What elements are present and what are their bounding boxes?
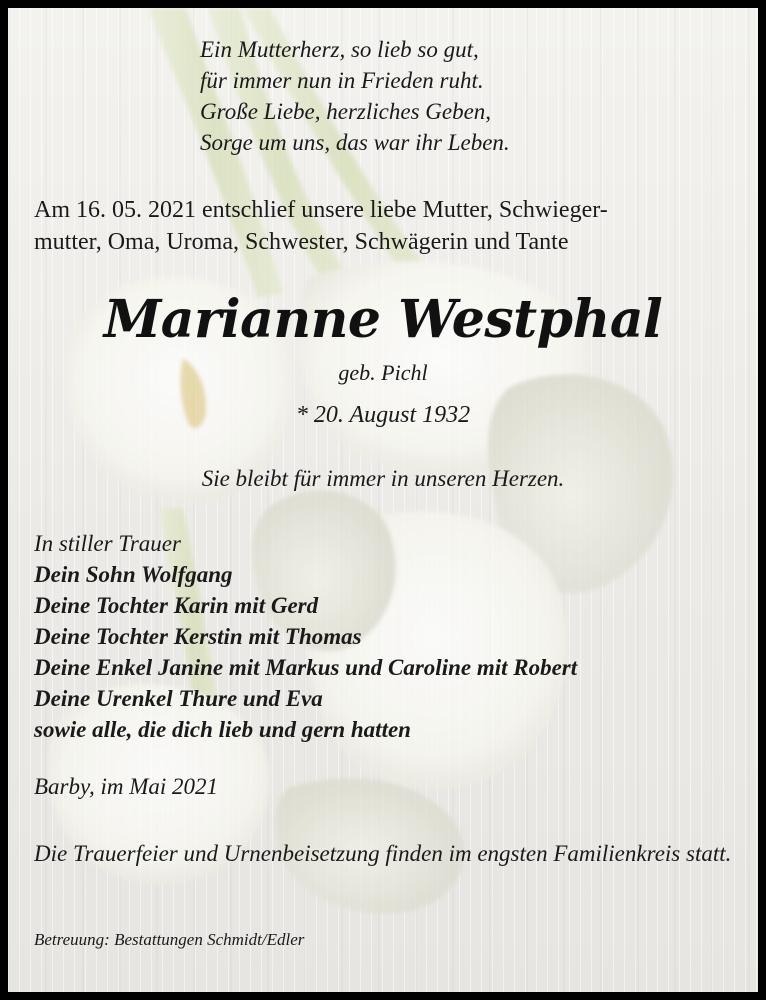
- deceased-name: Marianne Westphal: [103, 289, 663, 350]
- mourner-entry: Dein Sohn Wolfgang: [34, 562, 233, 587]
- birth-name: geb. Pichl: [338, 360, 428, 385]
- place-date: Barby, im Mai 2021: [34, 774, 218, 799]
- memorial-verse: [200, 34, 510, 158]
- mourner-entry: Deine Tochter Karin mit Gerd: [34, 593, 319, 618]
- birth-date: * 20. August 1932: [295, 402, 471, 428]
- mourners-lead: In stiller Trauer: [34, 531, 181, 556]
- mourner-entry: Deine Tochter Kerstin mit Thomas: [34, 624, 362, 649]
- undertaker-credit: Betreuung: Bestattungen Schmidt/Edler: [34, 930, 305, 949]
- obituary-text: [8, 8, 758, 992]
- memorial-motto: Sie bleibt für immer in unseren Herzen.: [201, 466, 565, 491]
- mourner-entry: sowie alle, die dich lieb und gern hatten: [34, 717, 411, 742]
- verse-line: Sorge um uns, das war ihr Leben.: [200, 130, 510, 155]
- verse-line: Große Liebe, herzliches Geben,: [200, 99, 492, 124]
- obituary-card: [8, 8, 758, 992]
- death-announcement: [34, 194, 734, 258]
- verse-line: für immer nun in Frieden ruht.: [200, 68, 484, 93]
- announcement-line: Am 16. 05. 2021 entschlief unsere liebe Mutter, Schwieger-: [34, 197, 608, 223]
- announcement-line: mutter, Oma, Uroma, Schwester, Schwägerin und Tante: [34, 229, 569, 255]
- mourner-entry: Deine Enkel Janine mit Markus und Caroline mit Robert: [34, 655, 578, 680]
- verse-line: Ein Mutterherz, so lieb so gut,: [200, 37, 479, 62]
- mourners-list: [34, 528, 577, 745]
- funeral-notice: Die Trauerfeier und Urnenbeisetzung finden im engsten Familienkreis statt.: [34, 841, 732, 866]
- mourner-entry: Deine Urenkel Thure und Eva: [34, 686, 323, 711]
